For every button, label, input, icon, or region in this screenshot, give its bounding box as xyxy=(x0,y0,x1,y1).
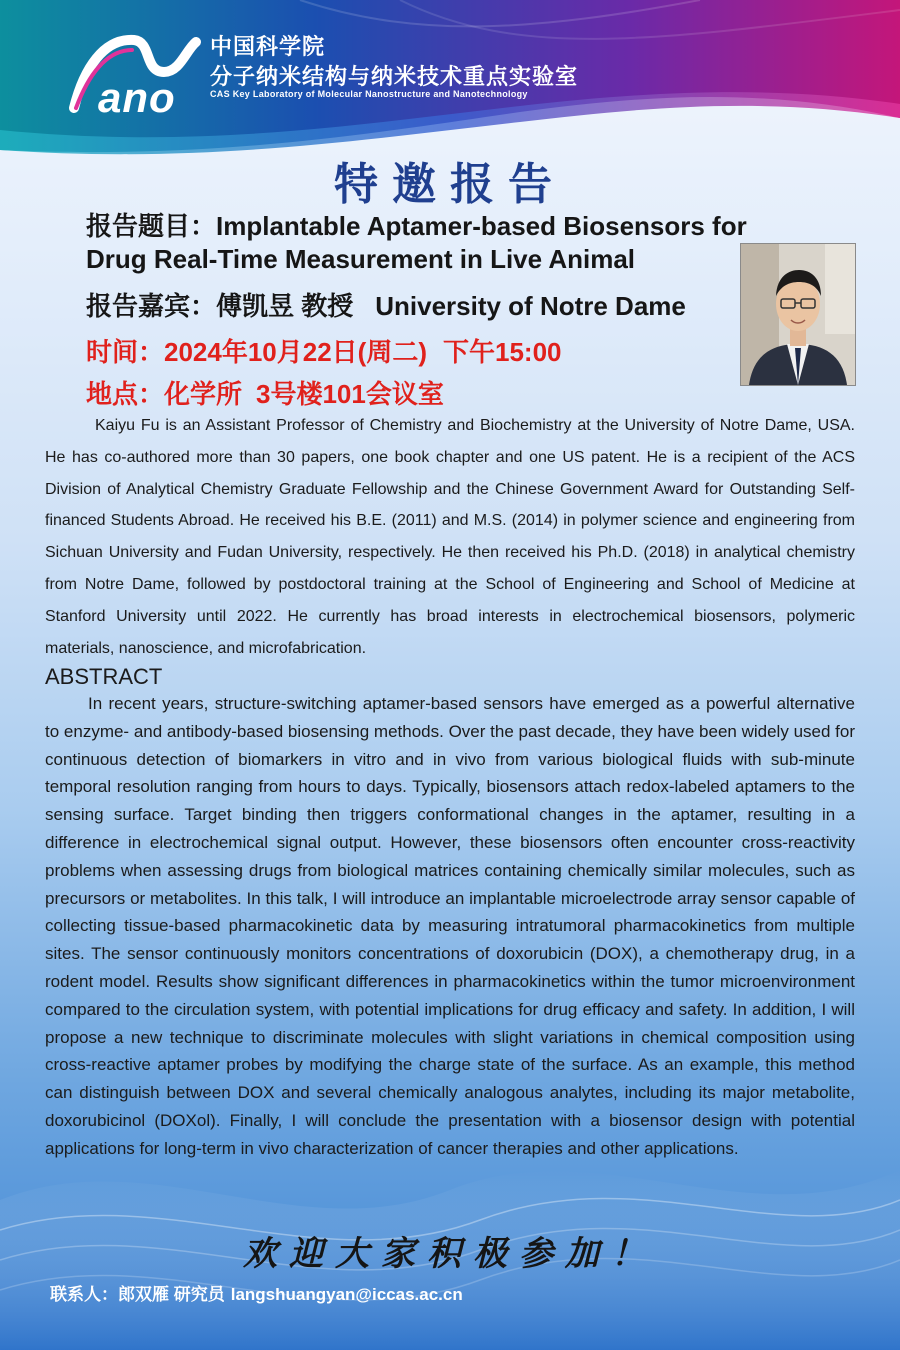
contact-line xyxy=(50,1280,463,1305)
logo-text: ano xyxy=(98,74,176,121)
speaker-name: 报告嘉宾：傅凯昱 教授 xyxy=(86,291,354,321)
welcome-message: 欢迎大家积极参加！ xyxy=(243,1234,657,1274)
abstract-heading: ABSTRACT xyxy=(45,664,163,689)
talk-room: 3号楼101会议室 xyxy=(256,379,444,409)
time-line xyxy=(86,332,562,369)
talk-title-line-1: 报告题目：Implantable Aptamer-based Biosensors for xyxy=(86,211,747,241)
speaker-affiliation: University of Notre Dame xyxy=(375,291,686,321)
abstract-text: In recent years, structure-switching aptamer-based sensors have emerged as a powerful alternative to enzyme- and antibody-based biosensing methods. Over the past decade, they have been widely used for continuous detection of biomarkers in vitro and in vivo from various biological fluids with sub-minute temporal resolution ranging from hours to days. Typically, biosensors attach redox-labeled aptamers to the sensing surface. Target binding then triggers conformational changes in the aptamer, resulting in a difference in electrochemical signal output. However, these biosensors often encounter cross-reactivity problems when assessing drugs from biological matrices containing chemically similar molecules, such as precursors or metabolites. In this talk, I will introduce an implantable microelectrode array sensor capable of collecting tissue-based pharmacokinetic data by measuring intratumoral pharmacokinetics from multiple sites. The sensor continuously monitors concentrations of doxorubicin (DOX), a chemotherapy drug, in a rodent model. Results show significant differences in pharmacokinetics within the tumor microenvironment compared to the circulation system, with potential implications for drug efficacy and safety. In addition, I will propose a new technique to discriminate molecules with slight variations in chemical composition using cross-reactive aptamer probes by modifying the charge state of the surface. As an example, this method can distinguish between DOX and several chemically analogous analytes, including its major metabolite, doxorubicinol (DOXol). Finally, I will conclude the presentation with a biosensor design with potential applications for long-term in vivo characterization of cancer therapies and other applications. xyxy=(45,694,855,1158)
talk-venue: 地点：化学所 xyxy=(86,379,243,409)
lab-name-en: CAS Key Laboratory of Molecular Nanostructure and Nanotechnology xyxy=(210,89,528,99)
talk-date: 时间：2024年10月22日(周二) xyxy=(86,337,427,367)
talk-time: 下午15:00 xyxy=(443,337,562,367)
speaker-bio: Kaiyu Fu is an Assistant Professor of Chemistry and Biochemistry at the University of Notre Dame, USA. He has co-authored more than 30 papers, one book chapter and one US patent. He is a recipient of the ACS Division of Analytical Chemistry Graduate Fellowship and the Chinese Government Award for Outstanding Self-financed Students Abroad. He received his B.E. (2011) and M.S. (2014) in polymer science and engineering from Sichuan University and Fudan University, respectively. He then received his Ph.D. (2018) in analytical chemistry from Notre Dame, followed by postdoctoral training at the School of Engineering and School of Medicine at Stanford University until 2022. He currently has broad interests in electrochemical biosensors, polymeric materials, nanoscience, and microfabrication. xyxy=(45,417,855,657)
speaker-photo xyxy=(740,243,856,386)
talk-title-line-2: Drug Real-Time Measurement in Live Animal xyxy=(86,244,636,274)
lab-name-cn: 分子纳米结构与纳米技术重点实验室 xyxy=(210,64,579,89)
organization-name: 中国科学院 xyxy=(210,34,326,59)
speaker-line xyxy=(86,286,686,323)
contact-person: 联系人：郎双雁 研究员 xyxy=(50,1285,225,1304)
talk-title xyxy=(86,210,826,276)
headline: 特邀报告 xyxy=(334,159,566,210)
place-line xyxy=(86,374,444,411)
contact-email[interactable]: langshuangyan@iccas.ac.cn xyxy=(230,1285,463,1304)
